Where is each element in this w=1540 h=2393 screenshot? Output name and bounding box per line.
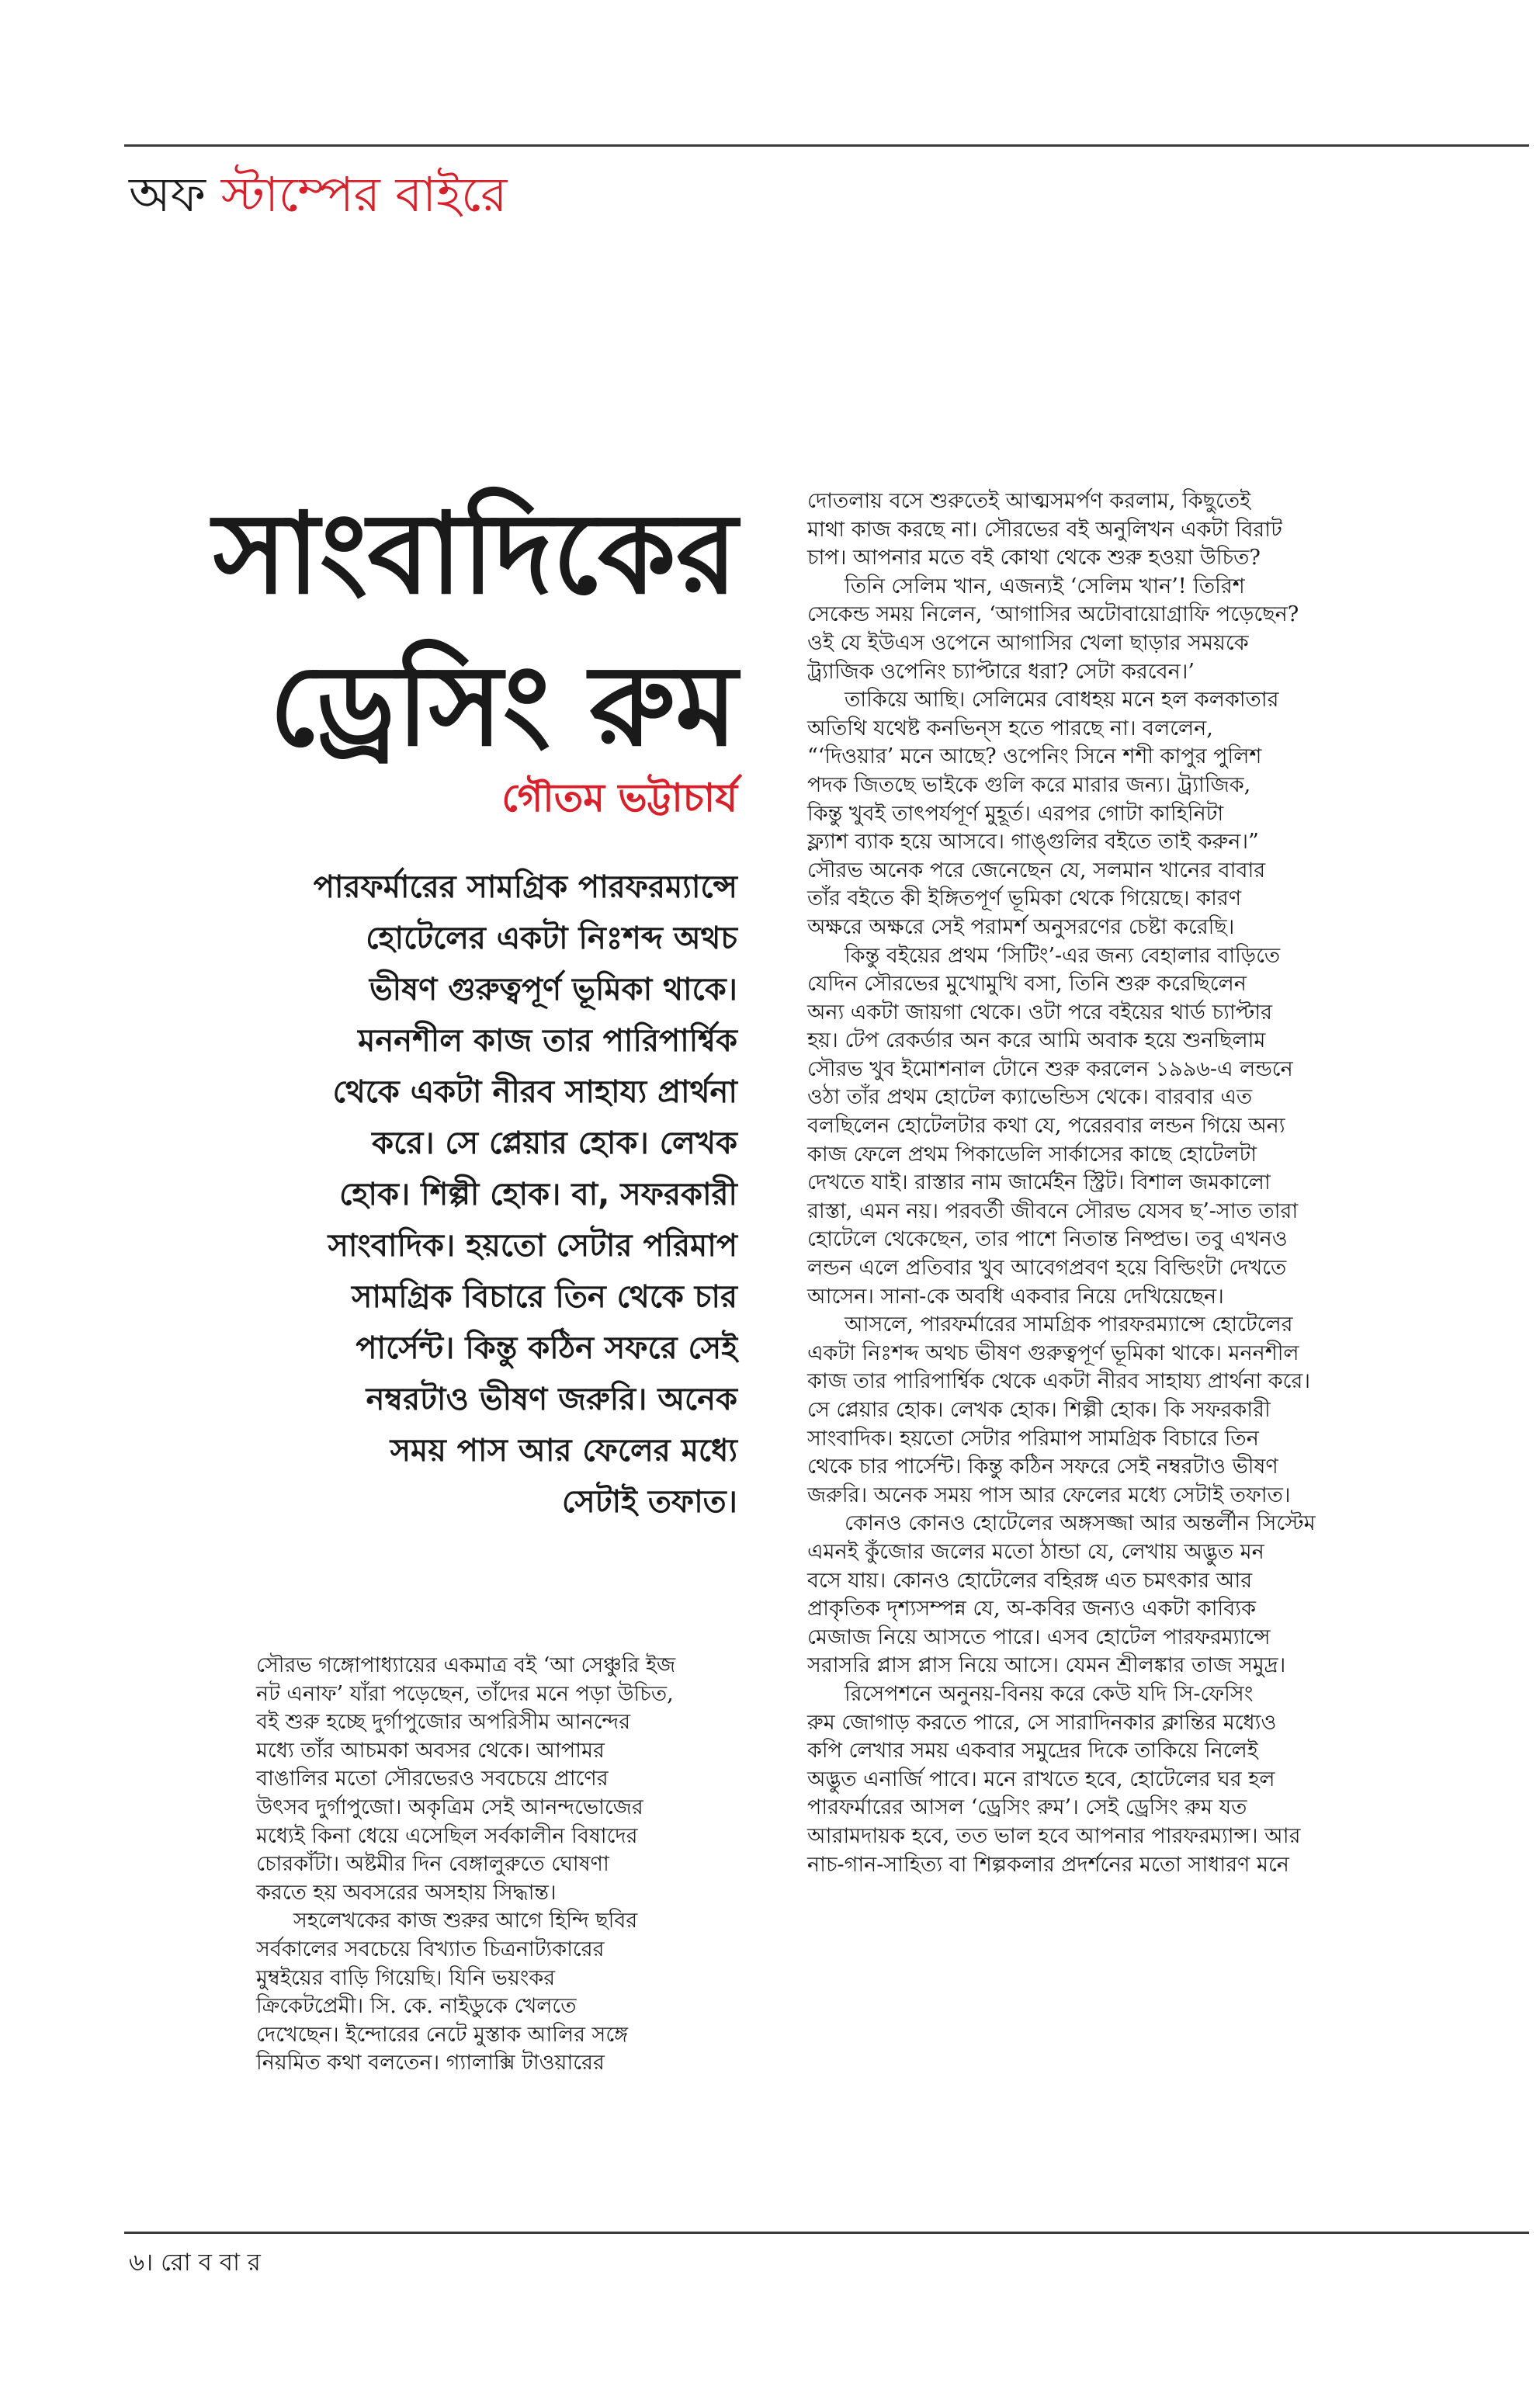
pull-quote (194, 862, 737, 1528)
section-title: স্টাম্পের বাইরে (220, 166, 508, 223)
text-line: বসে যায়। কোনও হোটেলের বহিরঙ্গ এত চমৎকার আর (807, 1568, 1253, 1593)
text-line: “‘দিওয়ার’ মনে আছে? ওপেনিং সিনে শশী কাপুর পুলিশ (807, 744, 1262, 769)
text-line: তিনি সেলিম খান, এজন্যই ‘সেলিম খান’! তিরিশ (845, 574, 1245, 598)
headline-line-1: সাংবাদিকের (213, 487, 737, 619)
pull-quote-line: হোক। শিল্পী হোক। বা, সফরকারী (339, 1177, 737, 1212)
text-line: অক্ষরে অক্ষরে সেই পরামর্শ অনুসরণের চেষ্টা করেছি। (807, 914, 1235, 939)
text-line: ক্রিকেটপ্রেমী। সি. কে. নাইডুকে খেলতে (256, 1994, 577, 2019)
text-line: ট্র্যাজিক ওপেনিং চ্যাপ্টারে ধরা? সেটা করবেন।’ (807, 659, 1195, 684)
text-line: উৎসব দুর্গাপুজো। অকৃত্রিম সেই আনন্দভোজের (256, 1795, 643, 1819)
text-line: করতে হয় অবসরের অসহায় সিদ্ধান্ত। (256, 1880, 557, 1905)
text-line: মধ্যেই কিনা ধেয়ে এসেছিল সর্বকালীন বিষাদের (256, 1823, 638, 1848)
text-line: মাথা কাজ করছে না। সৌরভের বই অনুলিখন একটা বিরাট (807, 517, 1282, 542)
headline (140, 477, 737, 782)
text-line: অতিথি যথেষ্ট কনভিন্‌স হতে পারছে না। বললেন, (807, 716, 1213, 740)
text-line: পদক জিতছে ভাইকে গুলি করে মারার জন্য। ট্র্যাজিক, (807, 772, 1251, 797)
text-line: সৌরভ গঙ্গোপাধ্যায়ের একমাত্র বই ‘আ সেঞ্চুরি ইজ (256, 1653, 676, 1677)
text-line: জরুরি। অনেক সময় পাস আর ফেলের মধ্যে সেটাই তফাত। (807, 1483, 1291, 1507)
text-line: ফ্ল্যাশ ব্যাক হয়ে আসবে। গাঙ্গুলির বইতে তাই করুন।” (807, 830, 1259, 855)
text-line: মধ্যে তাঁর আচমকা অবসর থেকে। আপামর (256, 1738, 605, 1763)
text-line: সেকেন্ড সময় নিলেন, ‘আগাসির অটোবায়োগ্রাফি পড়েছেন? (807, 602, 1299, 627)
text-line: রাস্তা, এমন নয়। পরবর্তী জীবনে সৌরভ যেসব ছ’-সাত তারা (807, 1198, 1299, 1223)
text-line: রুম জোগাড় করতে পারে, সে সারাদিনকার ক্লান্তির মধ্যেও (807, 1710, 1277, 1735)
text-line: কাজ তার পারিপার্শ্বিক থেকে একটা নীরব সাহায্য প্রার্থনা করে। (807, 1369, 1310, 1394)
article-column-right (807, 487, 1529, 1879)
text-line: ওই যে ইউএস ওপেনে আগাসির খেলা ছাড়ার সময়কে (807, 630, 1249, 655)
text-line: নাচ-গান-সাহিত্য বা শিল্পকলার প্রদর্শনের মতো সাধারণ মনে (807, 1852, 1289, 1877)
text-line: মুম্বইয়ের বাড়ি গিয়েছি। যিনি ভয়ংকর (256, 1965, 556, 1990)
pull-quote-line: সেটাই তফাত। (562, 1484, 737, 1520)
pull-quote-line: মননশীল কাজ তার পারিপার্শ্বিক (358, 1023, 737, 1059)
text-line: বলছিলেন হোটেলটার কথা যে, পরেরবার লন্ডন গিয়ে অন্য (807, 1114, 1285, 1139)
text-line: চোরকাঁটা। অষ্টমীর দিন বেঙ্গালুরুতে ঘোষণা (256, 1852, 609, 1877)
text-line: দেখতে যাই। রাস্তার নাম জার্মেইন স্ট্রিট। বিশাল জমকালো (807, 1170, 1271, 1195)
pull-quote-line: সাংবাদিক। হয়তো সেটার পরিমাপ (328, 1228, 737, 1264)
page-footer (129, 2243, 261, 2282)
text-line: নিয়মিত কথা বলতেন। গ্যালাক্সি টাওয়ারের (256, 2051, 605, 2076)
text-line: তাঁর বইতে কী ইঙ্গিতপূর্ণ ভূমিকা থেকে গিয়েছে। কারণ (807, 886, 1242, 911)
text-line: আরামদায়ক হবে, তত ভাল হবে আপনার পারফরম্যান্স। আর (807, 1823, 1301, 1848)
text-line: অদ্ভুত এনার্জি পাবে। মনে রাখতে হবে, হোটেলের ঘর হল (807, 1767, 1275, 1791)
text-line: তাকিয়ে আছি। সেলিমের বোধহয় মনে হল কলকাতার (845, 688, 1279, 713)
pull-quote-line: করে। সে প্লেয়ার হোক। লেখক (372, 1125, 737, 1161)
pull-quote-line: থেকে একটা নীরব সাহায্য প্রার্থনা (332, 1074, 737, 1110)
text-line: ওঠা তাঁর প্রথম হোটেল ক্যাভেন্ডিস থেকে। বারবার এত (807, 1085, 1253, 1110)
text-line: একটা নিঃশব্দ অথচ ভীষণ গুরুত্বপূর্ণ ভূমিকা থাকে। মননশীল (807, 1340, 1299, 1365)
pull-quote-line: সময় পাস আর ফেলের মধ্যে (390, 1433, 737, 1469)
text-line: যেদিন সৌরভের মুখোমুখি বসা, তিনি শুরু করেছিলেন (807, 972, 1247, 997)
text-line: চাপ। আপনার মতে বই কোথা থেকে শুরু হওয়া উচিত? (807, 546, 1261, 571)
top-rule (124, 144, 1529, 147)
text-line: দোতলায় বসে শুরুতেই আত্মসমর্পণ করলাম, কিছুতেই (807, 489, 1251, 513)
text-line: প্রাকৃতিক দৃশ্যসম্পন্ন যে, অ-কবির জন্যও একটা কাব্যিক (807, 1597, 1256, 1621)
text-line: দেখেছেন। ইন্দোরের নেটে মুস্তাক আলির সঙ্গে (256, 2022, 629, 2047)
text-line: কিন্তু খুবই তাৎপর্যপূর্ণ মুহূর্ত। এরপর গোটা কাহিনিটা (807, 801, 1224, 826)
section-header (129, 160, 507, 230)
text-line: সে প্লেয়ার হোক। লেখক হোক। শিল্পী হোক। কি সফরকারী (807, 1398, 1271, 1422)
text-line: আসেন। সানা-কে অবধি একবার নিয়ে দেখিয়েছেন। (807, 1284, 1224, 1309)
article-column-left (256, 1652, 722, 2078)
pull-quote-line: সামগ্রিক বিচারে তিন থেকে চার (351, 1279, 737, 1315)
text-line: সর্বকালের সবচেয়ে বিখ্যাত চিত্রনাট্যকারের (256, 1937, 605, 1961)
text-line: কোনও কোনও হোটেলের অঙ্গসজ্জা আর অন্তর্লীন সিস্টেম (845, 1511, 1316, 1536)
text-line: মেজাজ নিয়ে আসতে পারে। এসব হোটেল পারফরম্যান্সে (807, 1625, 1271, 1649)
text-line: কাজ ফেলে প্রথম পিকাডেলি সার্কাসের কাছে হোটেলটা (807, 1142, 1257, 1167)
text-line: লন্ডন এলে প্রতিবার খুব আবেগপ্রবণ হয়ে বিল্ডিংটা দেখতে (807, 1256, 1287, 1281)
text-line: বাঙালির মতো সৌরভেরও সবচেয়ে প্রাণের (256, 1767, 609, 1791)
byline: গৌতম ভট্টাচার্য (501, 775, 737, 820)
text-line: রিসেপশনে অনুনয়-বিনয় করে কেউ যদি সি-ফেসিং (845, 1681, 1254, 1706)
text-line: হোটেলে থেকেছেন, তার পাশে নিতান্ত নিষ্প্রভ। তবু এখনও (807, 1227, 1288, 1252)
text-line: অন্য একটা জায়গা থেকে। ওটা পরে বইয়ের থার্ড চ্যাপ্টার (807, 1000, 1273, 1025)
text-line: বই শুরু হচ্ছে দুর্গাপুজোর অপরিসীম আনন্দের (256, 1710, 631, 1735)
text-line: কিন্তু বইয়ের প্রথম ‘সিটিং’-এর জন্য বেহালার বাড়িতে (845, 943, 1281, 968)
text-line: আসলে, পারফর্মারের সামগ্রিক পারফরম্যান্সে হোটেলের (845, 1313, 1293, 1337)
magazine-name: রো ব বা র (161, 2249, 261, 2277)
text-line: থেকে চার পার্সেন্ট। কিন্তু কঠিন সফরে সেই নম্বরটাও ভীষণ (807, 1455, 1278, 1479)
text-line: সরাসরি প্লাস প্লাস নিয়ে আসে। যেমন শ্রীলঙ্কার তাজ সমুদ্র। (807, 1653, 1286, 1678)
text-line: সাংবাদিক। হয়তো সেটার পরিমাপ সামগ্রিক বিচারে তিন (807, 1426, 1259, 1451)
text-line: এমনই কুঁজোর জলের মতো ঠান্ডা যে, লেখায় অদ্ভুত মন (807, 1539, 1264, 1564)
pull-quote-line: ভীষণ গুরুত্বপূর্ণ ভূমিকা থাকে। (369, 972, 737, 1007)
bottom-rule (124, 2232, 1529, 2234)
text-line: সহলেখকের কাজ শুরুর আগে হিন্দি ছবির (293, 1909, 638, 1933)
headline-line-2: ড্রেসিং রুম (269, 640, 737, 771)
page-number: ৬ (129, 2249, 145, 2277)
pull-quote-line: পারফর্মারের সামগ্রিক পারফরম্যান্সে (313, 869, 737, 905)
text-line: পারফর্মারের আসল ‘ড্রেসিং রুম’। সেই ড্রেসিং রুম যত (807, 1795, 1247, 1820)
text-line: হয়। টেপ রেকর্ডার অন করে আমি অবাক হয়ে শুনছিলাম (807, 1028, 1266, 1053)
pull-quote-line: নম্বরটাও ভীষণ জরুরি। অনেক (366, 1382, 737, 1417)
footer-separator: । (144, 2249, 154, 2277)
text-line: কপি লেখার সময় একবার সমুদ্রের দিকে তাকিয়ে নিলেই (807, 1739, 1258, 1764)
text-line: সৌরভ খুব ইমোশনাল টোনে শুরু করলেন ১৯৯৬-এ লন্ডনে (807, 1056, 1293, 1081)
pull-quote-line: হোটেলের একটা নিঃশব্দ অথচ (366, 921, 737, 956)
pull-quote-line: পার্সেন্ট। কিন্তু কঠিন সফরে সেই (356, 1330, 737, 1366)
text-line: নট এনাফ’ যাঁরা পড়েছেন, তাঁদের মনে পড়া উচিত, (256, 1681, 674, 1706)
text-line: সৌরভ অনেক পরে জেনেছেন যে, সলমান খানের বাবার (807, 858, 1266, 883)
section-prefix: অফ (129, 166, 206, 223)
